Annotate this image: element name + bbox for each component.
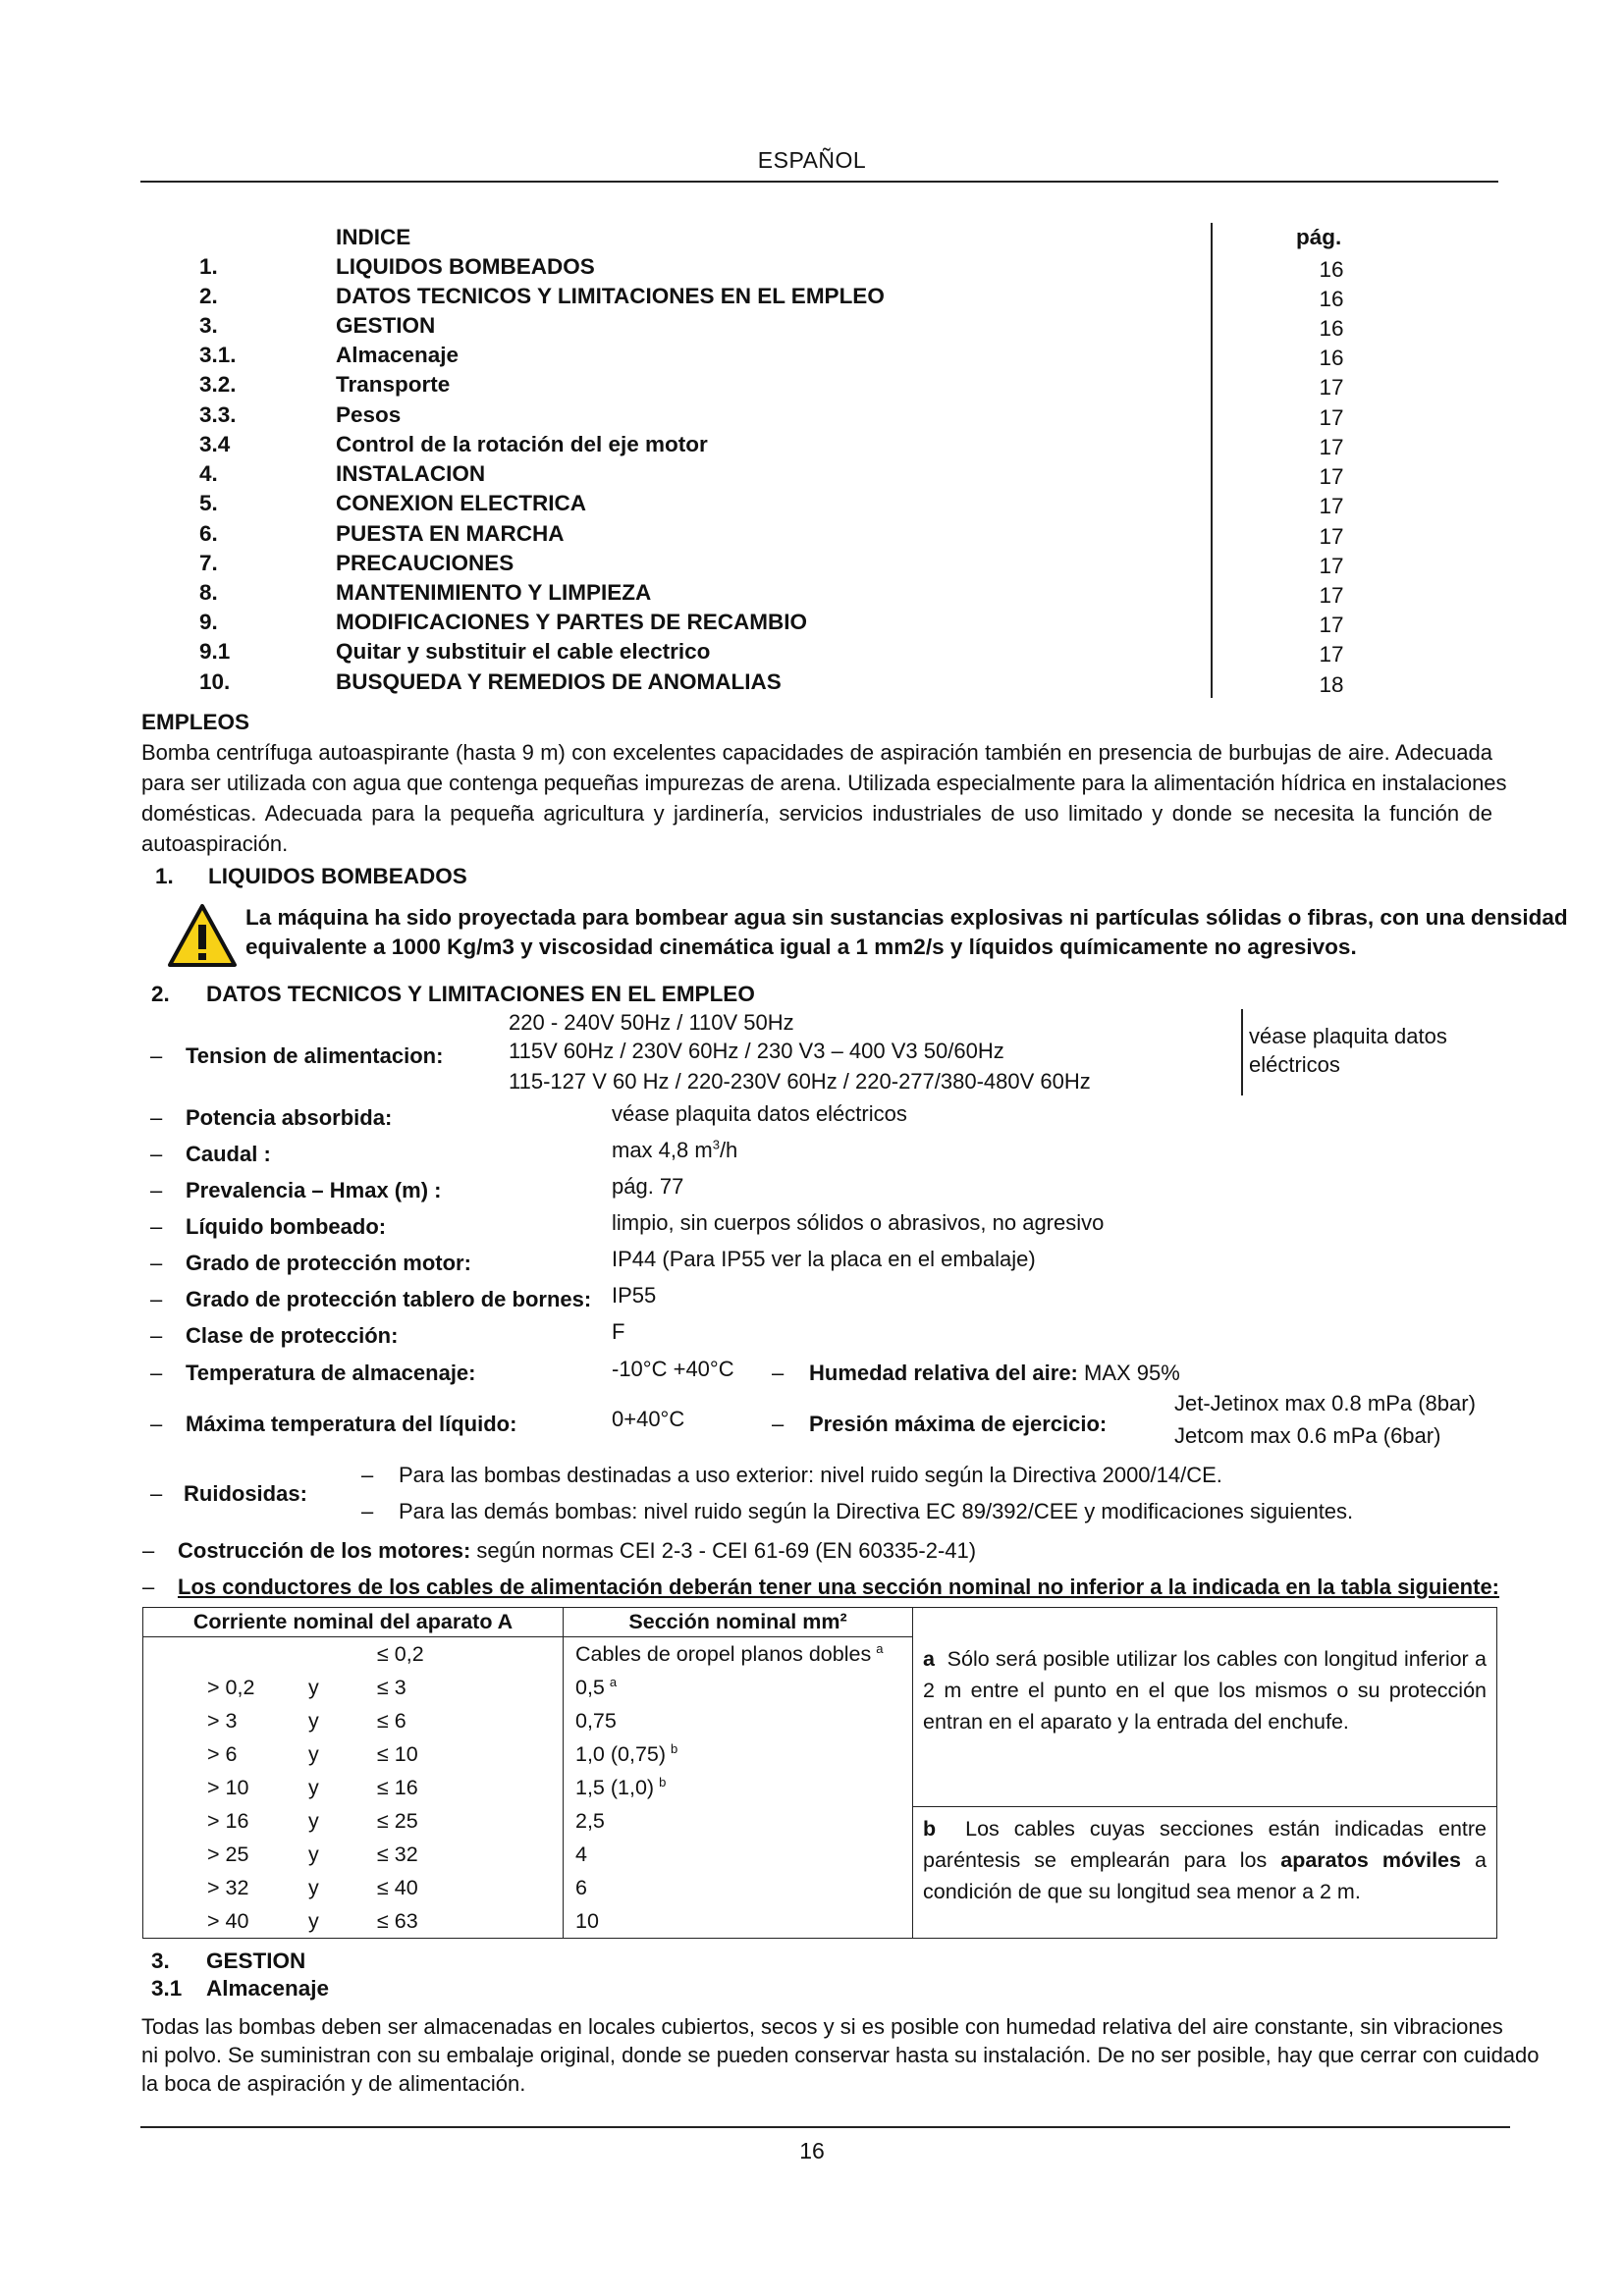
note-b-text: Los cables cuyas secciones están indicadas entre [965,1816,1487,1841]
spec-dash: – [142,1575,155,1599]
note-a-line: 2 m entre el punto en el que los mismos o su protección [923,1678,1487,1702]
index-entry-title: Transporte [336,372,451,397]
index-title: INDICE [336,225,411,249]
current-range-y: y [308,1709,319,1733]
spec-dash: – [150,1142,163,1166]
index-entry-page: 17 [1319,583,1344,608]
table-header-notes [913,1608,1497,1637]
header-rule [140,181,1498,183]
section1-number: 1. [155,864,174,888]
presion-value: Jet-Jetinox max 0.8 mPa (8bar) [1174,1391,1476,1415]
index-entry-number: 3.2. [199,372,237,397]
section3-1-title: Almacenaje [206,1976,330,2001]
current-range-le: ≤ 16 [377,1776,418,1799]
grado-motor-label: Grado de protección motor: [186,1251,471,1275]
section-value-row [564,1771,912,1804]
index-entry-number: 10. [199,669,231,694]
empleos-line: domésticas. Adecuada para la pequeña agricultura y jardinería, servicios industriales de uso limitado y donde se necesita la función de [141,801,1492,826]
current-range-le: ≤ 0,2 [377,1642,424,1666]
index-entry-page: 16 [1319,287,1344,311]
note-b-mark: b [923,1816,937,1841]
spec-dash: – [150,1481,163,1506]
index-entry-title: Almacenaje [336,343,460,367]
current-range-gt: > 0,2 [207,1676,255,1699]
index-entry-page: 17 [1319,613,1344,637]
tension-note: eléctricos [1249,1052,1340,1077]
section2-number: 2. [151,982,170,1006]
index-entry-page: 17 [1319,405,1344,430]
index-entry-number: 3.4 [199,432,231,456]
almacenaje-line: Todas las bombas deben ser almacenadas en locales cubiertos, secos y si es posible con humedad relativa del aire constante, sin vibraciones [141,2014,1503,2039]
index-entry-title: PUESTA EN MARCHA [336,521,565,546]
note-b-text: paréntesis se emplearán para los [923,1847,1281,1872]
index-entry-page: 17 [1319,435,1344,459]
tension-value: 115V 60Hz / 230V 60Hz / 230 V3 – 400 V3 50/60Hz [509,1039,1004,1063]
tension-label: Tension de alimentacion: [186,1043,444,1068]
note-a-mark: a [923,1646,935,1671]
section-value: 4 [575,1842,587,1866]
spec-dash: – [150,1412,163,1436]
grado-tablero-label: Grado de protección tablero de bornes: [186,1287,592,1311]
index-entry-title: MODIFICACIONES Y PARTES DE RECAMBIO [336,610,808,634]
caudal-label: Caudal : [186,1142,271,1166]
section-footnote-mark: a [609,1674,618,1689]
section-footnote-mark: a [876,1640,884,1656]
current-range-y: y [308,1842,319,1866]
page-number: 16 [799,2138,825,2163]
index-entry-title: GESTION [336,313,436,338]
current-range-le: ≤ 3 [377,1676,406,1699]
index-entry-title: CONEXION ELECTRICA [336,491,587,515]
current-range-gt: > 40 [207,1909,249,1933]
section-value-row [564,1871,912,1904]
index-entry-number: 8. [199,580,218,605]
ruidosidad-item: Para las demás bombas: nivel ruido según la Directiva EC 89/392/CEE y modificaciones siguientes. [399,1499,1354,1523]
section-value: 6 [575,1876,587,1899]
clase-label: Clase de protección: [186,1323,399,1348]
index-entry-number: 3.3. [199,402,237,427]
index-entry-page: 17 [1319,524,1344,549]
section3-1-number: 3.1 [151,1976,183,2001]
current-range-le: ≤ 40 [377,1876,418,1899]
section-value-row [564,1637,912,1671]
current-ranges-cell [143,1637,564,1939]
current-range-y: y [308,1876,319,1899]
spec-dash: – [150,1043,163,1068]
section-footnote-mark: b [671,1740,678,1756]
spec-dash: – [150,1323,163,1348]
tension-note-divider [1241,1009,1243,1095]
caudal-unit-suffix: /h [719,1138,738,1162]
clase-value: F [612,1319,625,1344]
spec-dash: – [150,1251,163,1275]
prevalencia-label: Prevalencia – Hmax (m) : [186,1178,442,1202]
humedad-value: MAX 95% [1084,1361,1180,1385]
almacenaje-paragraph [141,2011,1540,2097]
index-entry-page: 18 [1319,672,1344,697]
note-a-text: Sólo será posible utilizar los cables con longitud inferior a [947,1646,1487,1671]
index-entry-number: 5. [199,491,218,515]
section-value: 10 [575,1909,599,1933]
table-header-current: Corriente nominal del aparato A [143,1608,564,1637]
current-range-row [143,1838,563,1871]
grado-motor-value: IP44 (Para IP55 ver la placa en el embalaje) [612,1247,1036,1271]
section-value-row [564,1904,912,1938]
note-b-line [923,1844,1487,1876]
tension-value: 220 - 240V 50Hz / 110V 50Hz [509,1010,794,1035]
section-value-row [564,1704,912,1737]
current-range-row [143,1637,563,1671]
current-range-row [143,1804,563,1838]
spec-dash: – [361,1463,374,1487]
current-range-le: ≤ 25 [377,1809,418,1833]
spec-dash: – [150,1287,163,1311]
construccion-label: Costrucción de los motores: [178,1538,471,1563]
current-range-le: ≤ 63 [377,1909,418,1933]
index-entry-page: 17 [1319,375,1344,400]
current-range-gt: > 3 [207,1709,238,1733]
current-range-y: y [308,1909,319,1933]
section-value-row [564,1737,912,1771]
caudal-value [612,1138,737,1163]
humedad-field [809,1361,1180,1386]
spec-dash: – [772,1412,785,1436]
note-a-line: entran en el aparato y la entrada del enchufe. [923,1709,1349,1734]
index-entry-number: 6. [199,521,218,546]
liquido-label: Líquido bombeado: [186,1214,387,1239]
index-entry-title: BUSQUEDA Y REMEDIOS DE ANOMALIAS [336,669,782,694]
index-entry-number: 3.1. [199,343,237,367]
index-entry-page: 16 [1319,257,1344,282]
index-entry-page: 16 [1319,346,1344,370]
ruidosidad-label: Ruidosidas: [184,1481,307,1506]
empleos-paragraph [141,737,1507,859]
empleos-line: Bomba centrífuga autoaspirante (hasta 9 m) con excelentes capacidades de aspiración también en presencia de burbujas de aire. Adecuada [141,740,1492,765]
section3-number: 3. [151,1949,170,1973]
note-b-line: condición de que su longitud sea menor a 2 m. [923,1879,1361,1903]
index-divider [1211,223,1213,698]
current-range-gt: > 32 [207,1876,249,1899]
index-entry-number: 3. [199,313,218,338]
spec-dash: – [150,1361,163,1385]
empleos-line: para ser utilizada con agua que contenga pequeñas impurezas de arena. Utilizada especialmente para la alimentación hídrica en instalaciones [141,771,1507,795]
current-range-gt: > 6 [207,1742,238,1766]
current-range-gt: > 16 [207,1809,249,1833]
warning-line: equivalente a 1000 Kg/m3 y viscosidad cinemática igual a 1 mm2/s y líquidos químicamente no agresivos. [245,934,1357,959]
index-entry-page: 17 [1319,494,1344,518]
caudal-unit-sup: 3 [712,1137,720,1152]
index-entry-title: MANTENIMIENTO Y LIMPIEZA [336,580,652,605]
warning-icon [167,903,238,968]
section-values-cell [564,1637,913,1939]
section-value: 0,5 [575,1676,605,1699]
current-range-y: y [308,1809,319,1833]
current-range-row [143,1871,563,1904]
table-header-section: Sección nominal mm² [564,1608,913,1637]
section2-title: DATOS TECNICOS Y LIMITACIONES EN EL EMPLEO [206,982,755,1006]
section-value: 0,75 [575,1709,617,1733]
tension-note: véase plaquita datos [1249,1024,1447,1048]
grado-tablero-value: IP55 [612,1283,657,1308]
ruidosidad-item: Para las bombas destinadas a uso exterior: nivel ruido según la Directiva 2000/14/CE. [399,1463,1222,1487]
index-entry-page: 17 [1319,464,1344,489]
max-temp-value: 0+40°C [612,1407,685,1431]
index-entry-number: 4. [199,461,218,486]
index-entry-number: 1. [199,254,218,279]
section-footnote-mark: b [659,1774,667,1789]
almacenaje-line: la boca de aspiración y de alimentación. [141,2071,526,2096]
index-page-header: pág. [1296,225,1342,249]
liquido-value: limpio, sin cuerpos sólidos o abrasivos, no agresivo [612,1210,1105,1235]
current-range-row [143,1704,563,1737]
index-entry-page: 16 [1319,316,1344,341]
note-b-cell [913,1806,1497,1939]
caudal-number: max 4,8 m [612,1138,713,1162]
index-entry-title: Pesos [336,402,402,427]
section-value: Cables de oropel planos dobles [575,1642,872,1666]
section-values [564,1637,912,1938]
current-range-y: y [308,1676,319,1699]
spec-dash: – [361,1499,374,1523]
note-b-bold: aparatos móviles [1280,1847,1461,1872]
section3-title: GESTION [206,1949,306,1973]
index-entry-title: Quitar y substituir el cable electrico [336,639,711,664]
section-value-row [564,1838,912,1871]
empleos-title: EMPLEOS [141,710,250,734]
current-range-le: ≤ 6 [377,1709,406,1733]
temp-almacenaje-value: -10°C +40°C [612,1357,734,1381]
note-b-text: a [1460,1847,1487,1872]
current-range-row [143,1771,563,1804]
construccion-value: según normas CEI 2-3 - CEI 61-69 (EN 60335-2-41) [476,1538,977,1563]
construccion-field [178,1538,976,1564]
section-value: 1,5 (1,0) [575,1776,655,1799]
spec-dash: – [150,1214,163,1239]
spec-dash: – [772,1361,785,1385]
index-entry-title: LIQUIDOS BOMBEADOS [336,254,595,279]
section-value: 1,0 (0,75) [575,1742,667,1766]
cable-section-table [142,1607,1497,1939]
spec-dash: – [150,1105,163,1130]
index-entry-number: 9.1 [199,639,231,664]
current-ranges [143,1637,563,1938]
index-entry-page: 17 [1319,642,1344,667]
section-value-row [564,1804,912,1838]
index-entry-title: Control de la rotación del eje motor [336,432,708,456]
current-range-gt: > 10 [207,1776,249,1799]
current-range-row [143,1904,563,1938]
presion-label: Presión máxima de ejercicio: [809,1412,1108,1436]
current-range-le: ≤ 32 [377,1842,418,1866]
potencia-label: Potencia absorbida: [186,1105,393,1130]
max-temp-label: Máxima temperatura del líquido: [186,1412,517,1436]
note-a-cell [913,1637,1497,1807]
index-entry-title: DATOS TECNICOS Y LIMITACIONES EN EL EMPLEO [336,284,885,308]
page-header-language: ESPAÑOL [757,147,867,173]
almacenaje-line: ni polvo. Se suministran con su embalaje original, donde se pueden conservar hasta su instalación. De no ser posible, hay que cerrar con cuidado [141,2043,1540,2067]
prevalencia-value: pág. 77 [612,1174,684,1199]
spec-dash: – [150,1178,163,1202]
index-entry-page: 17 [1319,554,1344,578]
current-range-row [143,1671,563,1704]
potencia-value: véase plaquita datos eléctricos [612,1101,907,1126]
index-entry-title: PRECAUCIONES [336,551,514,575]
note-a-line [923,1643,1487,1675]
temp-almacenaje-label: Temperatura de almacenaje: [186,1361,476,1385]
section1-title: LIQUIDOS BOMBEADOS [208,864,467,888]
footer-rule [140,2126,1510,2128]
index-entry-title: INSTALACION [336,461,486,486]
index-entry-number: 2. [199,284,218,308]
tension-value: 115-127 V 60 Hz / 220-230V 60Hz / 220-277/380-480V 60Hz [509,1069,1091,1094]
warning-line: La máquina ha sido proyectada para bombear agua sin sustancias explosivas ni partículas sólidas o fibras, con una densidad [245,905,1568,930]
humedad-label: Humedad relativa del aire: [809,1361,1078,1385]
empleos-line: autoaspiración. [141,831,289,856]
current-range-y: y [308,1776,319,1799]
current-range-row [143,1737,563,1771]
current-range-le: ≤ 10 [377,1742,418,1766]
spec-dash: – [142,1538,155,1563]
section-value-row [564,1671,912,1704]
index-entry-number: 9. [199,610,218,634]
current-range-gt: > 25 [207,1842,249,1866]
conductores-note: Los conductores de los cables de alimentación deberán tener una sección nominal no inferior a la indicada en la tabla siguiente: [178,1575,1500,1599]
current-range-y: y [308,1742,319,1766]
index-entry-number: 7. [199,551,218,575]
section-value: 2,5 [575,1809,605,1833]
note-b-line [923,1813,1487,1844]
presion-value: Jetcom max 0.6 mPa (6bar) [1174,1423,1441,1448]
